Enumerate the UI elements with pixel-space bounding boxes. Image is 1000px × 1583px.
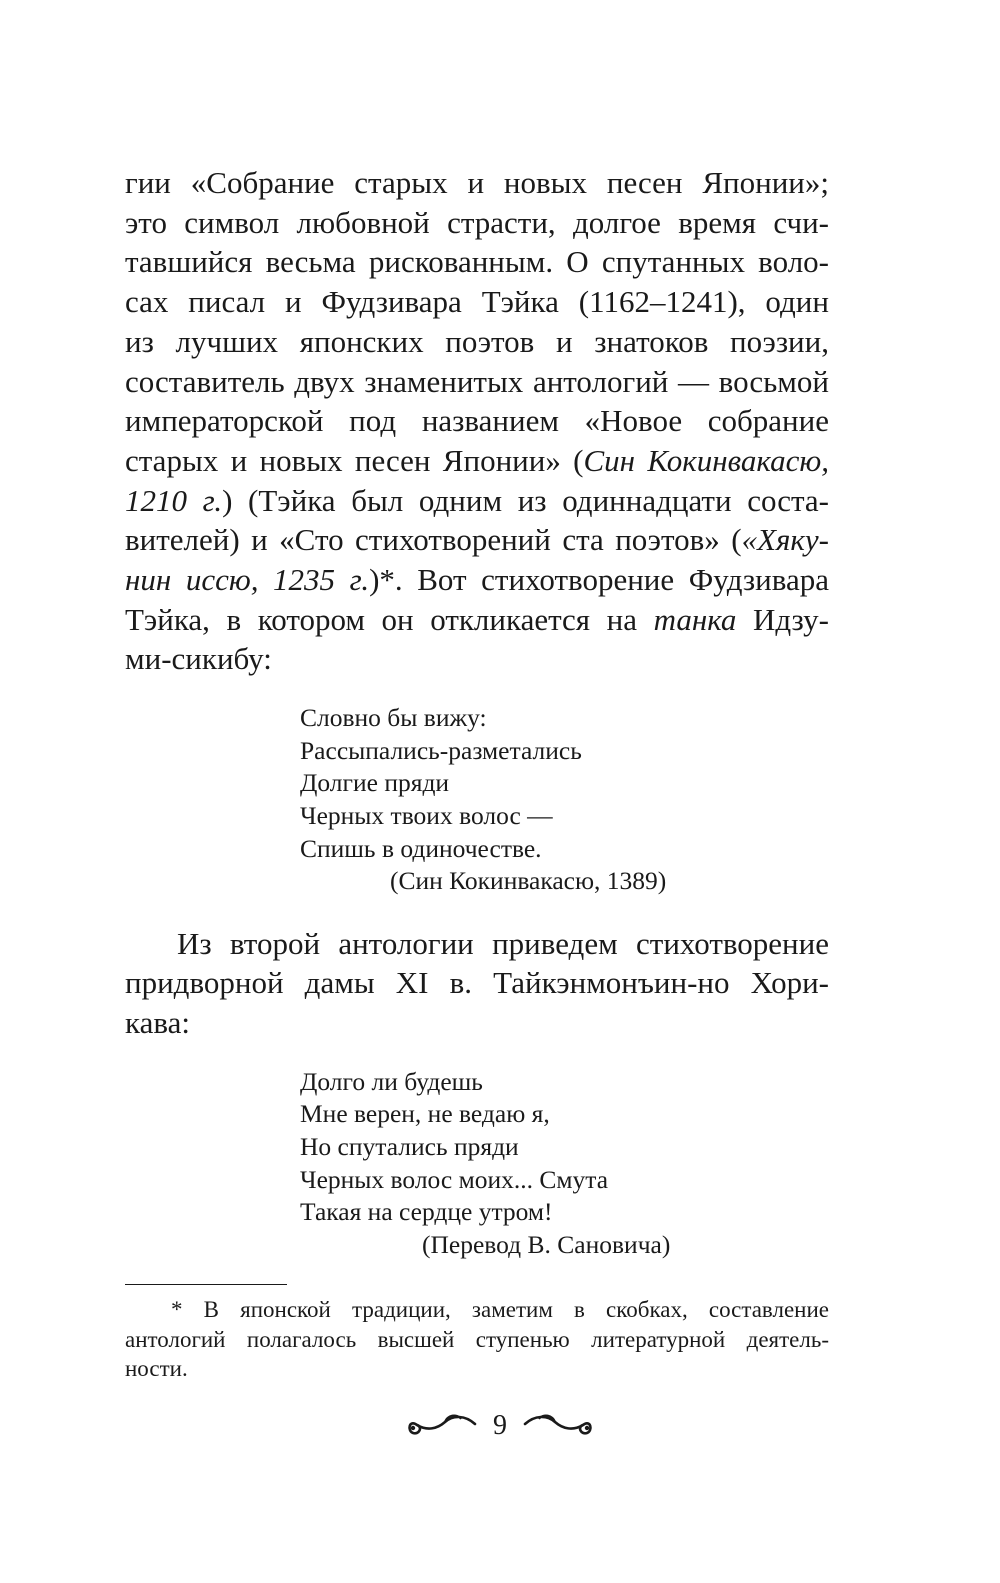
- paragraph-2: [125, 924, 829, 1043]
- text-line: придворной дамы XI в. Тайкэнмонъин-но Хори-: [125, 965, 829, 1001]
- text-line: кава:: [125, 1005, 190, 1041]
- italic-title: Син Кокинвакасю,: [583, 442, 830, 478]
- poem-line: Долго ли будешь: [300, 1066, 483, 1096]
- poem-line: Такая на сердце утром!: [300, 1197, 553, 1227]
- text-line: из лучших японских поэтов и знатоков поэзии,: [125, 323, 829, 359]
- text-line: Из второй антологии приведем стихотворение: [177, 925, 829, 961]
- italic-title: «Хяку-: [741, 522, 829, 558]
- italic-title: нин иссю, 1235 г.: [125, 562, 370, 598]
- text-line: императорской под названием «Новое собрание: [125, 403, 829, 439]
- text-line: это символ любовной страсти, долгое время счи-: [125, 204, 829, 240]
- text-line: [125, 481, 829, 521]
- text-line: сах писал и Фудзивара Тэйка (1162–1241), один: [125, 284, 829, 320]
- text-segment: )*. Вот стихотворение Фудзивара: [369, 562, 829, 598]
- poem-line: Словно бы вижу:: [300, 703, 487, 733]
- poem-line: Черных волос моих... Смута: [300, 1164, 609, 1194]
- ornament-right-icon: [521, 1407, 599, 1446]
- page-folio: [0, 1403, 1000, 1449]
- poem-attribution: (Син Кокинвакасю, 1389): [390, 866, 667, 896]
- poem-line: Рассыпались-разметались: [300, 735, 582, 765]
- text-line: [125, 520, 829, 560]
- page-body: [125, 163, 829, 1384]
- text-line: составитель двух знаменитых антологий — восьмой: [125, 363, 829, 399]
- poem-line: Черных твоих волос —: [300, 800, 553, 830]
- footnote-line: ности.: [125, 1356, 188, 1382]
- text-line: [125, 560, 829, 600]
- page-number: 9: [493, 1410, 507, 1441]
- italic-title: 1210 г.: [125, 482, 223, 518]
- poem-line: Долгие пряди: [300, 768, 450, 798]
- text-segment: Тэйка, в котором он откликается на: [125, 601, 654, 637]
- text-segment: старых и новых песен Японии» (: [125, 442, 584, 478]
- text-segment: ) (Тэйка был одним из одиннадцати соста-: [222, 482, 829, 518]
- ornament-left-icon: [401, 1407, 479, 1446]
- text-segment: вителей) и «Сто стихотворений ста поэтов» (: [125, 522, 742, 558]
- paragraph-1: [125, 163, 829, 679]
- italic-term: танка: [653, 601, 737, 637]
- poem-line: Мне верен, не ведаю я,: [300, 1099, 550, 1129]
- poem-1: [300, 702, 829, 898]
- text-line: гии «Собрание старых и новых песен Японии»;: [125, 165, 829, 200]
- footnote: [125, 1295, 829, 1384]
- text-line: [125, 600, 829, 640]
- poem-line: Спишь в одиночестве.: [300, 833, 542, 863]
- text-line: тавшийся весьма рискованным. О спутанных воло-: [125, 244, 829, 280]
- poem-2: [300, 1066, 829, 1262]
- text-line: ми-сикибу:: [125, 641, 272, 677]
- footnote-line: антологий полагалось высшей ступенью литературной деятель-: [125, 1326, 829, 1352]
- poem-line: Но спутались пряди: [300, 1132, 519, 1161]
- text-segment: Идзу-: [736, 601, 829, 637]
- footnote-line: * В японской традиции, заметим в скобках, составление: [171, 1297, 829, 1323]
- poem-attribution: (Перевод В. Сановича): [422, 1229, 671, 1259]
- footnote-divider: [125, 1284, 287, 1285]
- text-line: [125, 441, 829, 481]
